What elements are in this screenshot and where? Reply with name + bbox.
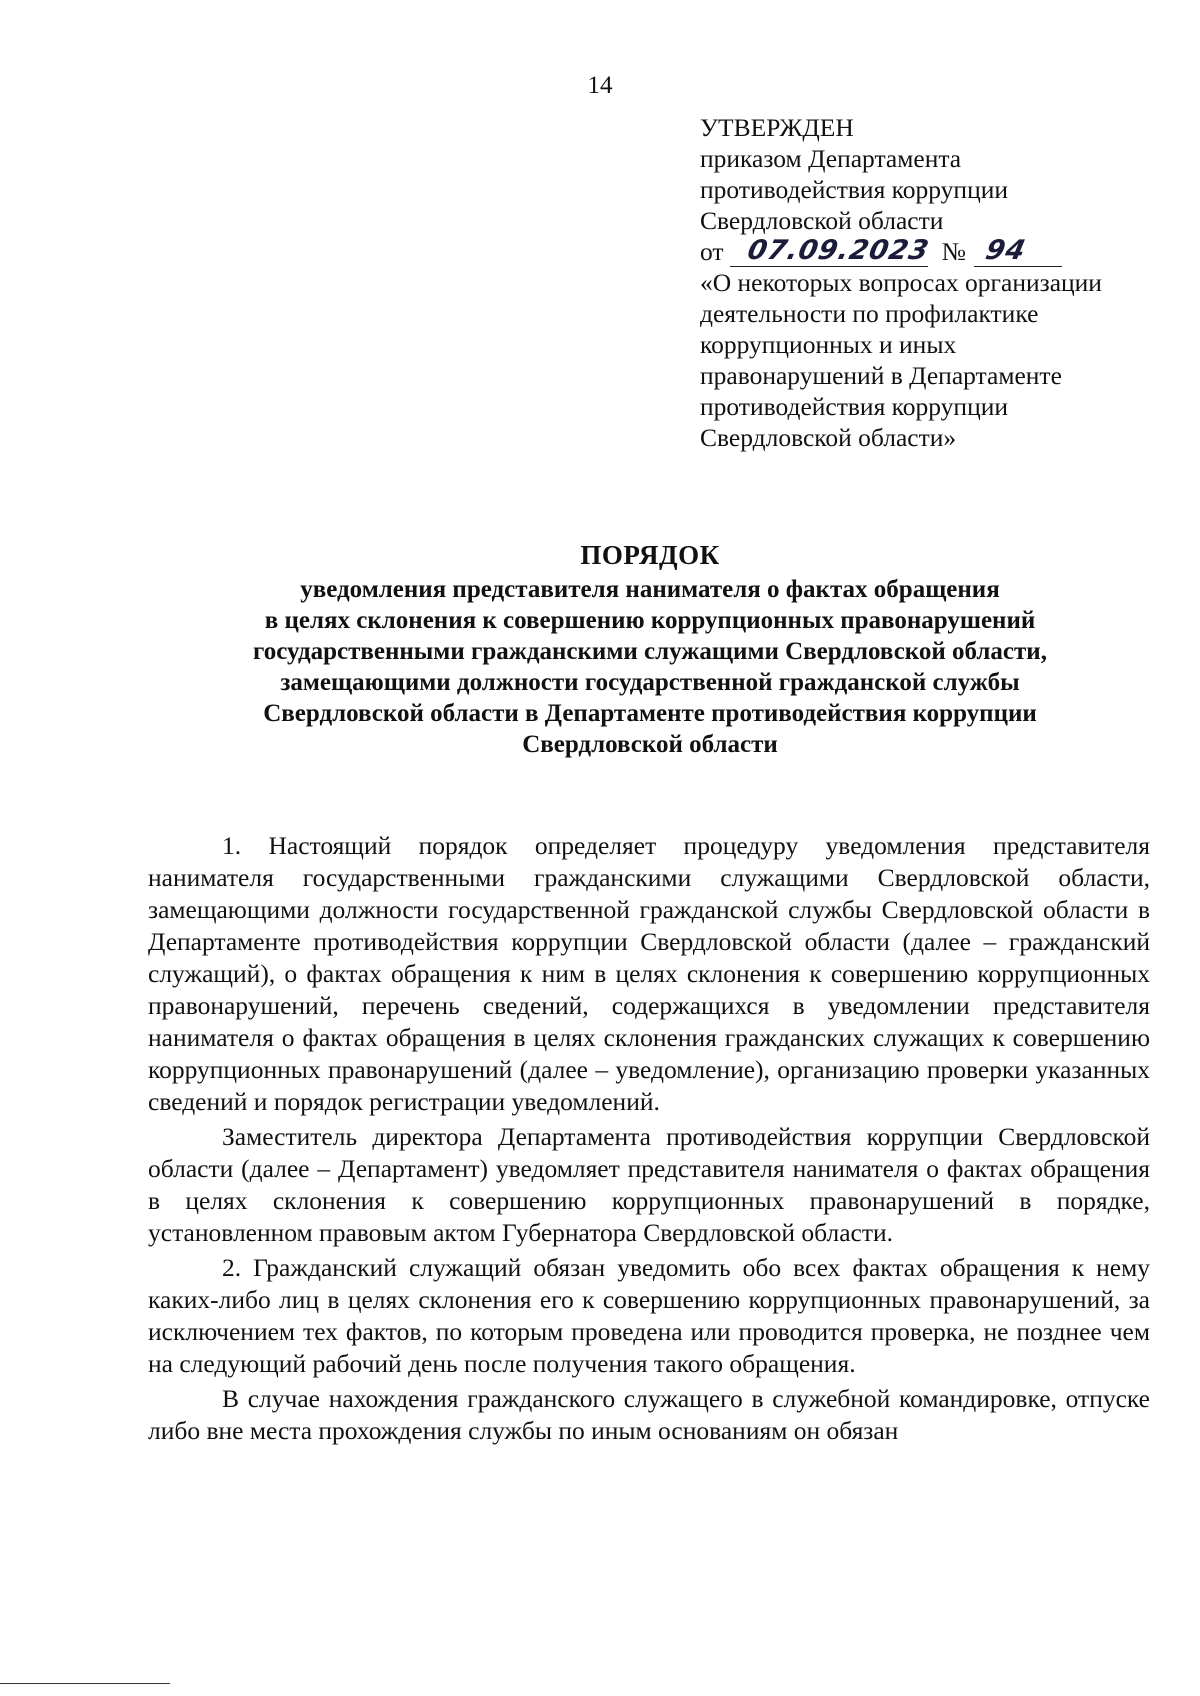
approval-subject-line: деятельности по профилактике [700,299,1039,328]
handwritten-date: 07.09.2023 [744,235,932,266]
document-subtitle-line: уведомления представителя нанимателя о фактах обращения [300,576,1000,603]
document-subtitle-line: Свердловской области [522,731,778,758]
document-title: ПОРЯДОК [580,540,720,570]
document-subtitle-line: Свердловской области в Департаменте противодействия коррупции [263,700,1037,727]
body-paragraph: Заместитель директора Департамента противодействия коррупции Свердловской области (далее – Департамент) уведомляет представителя нанимателя о фактах обращения в целях склонения к совершению коррупционных правонарушений в порядке, установленном правовым актом Губернатора Свердловской области. [148,1122,1150,1247]
document-subtitle-line: государственными гражданскими служащими Свердловской области, [253,638,1047,665]
approval-subject-line: «О некоторых вопросах организации [700,268,1102,297]
document-body [148,830,1150,1447]
date-field [730,235,932,267]
approval-subject-line: Свердловской области» [700,423,957,452]
number-label: № [941,237,966,266]
approval-date-number-line [700,236,1170,267]
document-subtitle-line: замещающими должности государственной гражданской службы [280,669,1020,696]
body-paragraph: В случае нахождения гражданского служащего в служебной командировке, отпуске либо вне места прохождения службы по иным основаниям он обязан [148,1384,1150,1445]
handwritten-number: 94 [982,235,1029,266]
approval-subject-line: противодействия коррупции [700,392,1009,421]
approval-subject-line: правонарушений в Департаменте [700,361,1062,390]
document-subtitle-line: в целях склонения к совершению коррупционных правонарушений [264,607,1036,634]
approval-subject-line: коррупционных и иных [700,330,957,359]
page-number: 14 [587,72,613,99]
from-label: от [700,237,724,266]
body-paragraph: 1. Настоящий порядок определяет процедуру уведомления представителя нанимателя государственными гражданскими служащими Свердловской области, замещающими должности государственной гражданской службы Свердловской области в Департаменте противодействия коррупции Свердловской области (далее – гражданский служащий), о фактах обращения к ним в целях склонения к совершению коррупционных правонарушений, перечень сведений, содержащихся в уведомлении представителя нанимателя о фактах обращения в целях склонения гражданских служащих к совершению коррупционных правонарушений (далее – уведомление), организацию проверки указанных сведений и порядок регистрации уведомлений. [148,831,1150,1116]
approval-stamp-block [700,112,1170,453]
number-field [974,235,1062,267]
approval-department-line: противодействия коррупции [700,175,1009,204]
footnote-divider [0,1683,170,1684]
document-title-block [150,540,1150,760]
approval-heading: УТВЕРЖДЕН [700,113,854,142]
approval-region-line: Свердловской области [700,206,944,235]
approval-order-line: приказом Департамента [700,144,962,173]
body-paragraph: 2. Гражданский служащий обязан уведомить обо всех фактах обращения к нему каких-либо лиц в целях склонения его к совершению коррупционных правонарушений, за исключением тех фактов, по которым проведена или проводится проверка, не позднее чем на следующий рабочий день после получения такого обращения. [148,1253,1150,1378]
